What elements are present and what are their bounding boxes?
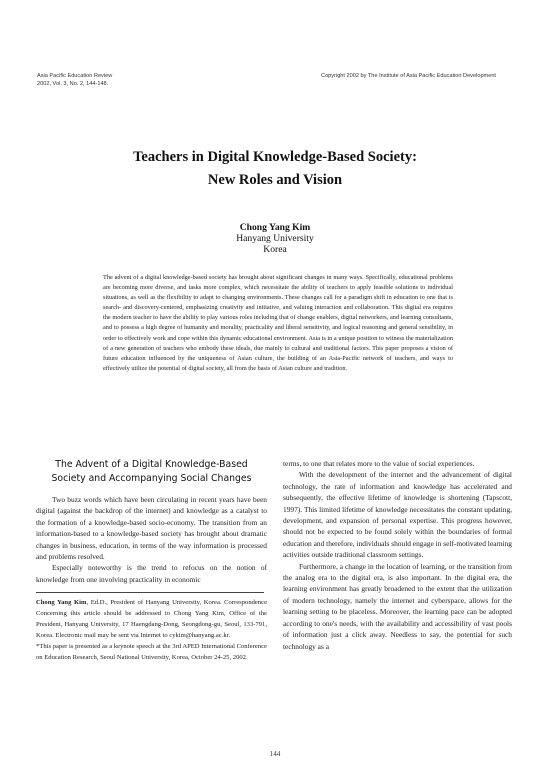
journal-volume: 2002, Vol. 3, No. 2, 144-148.: [37, 81, 109, 87]
right-column: [283, 458, 512, 652]
body-paragraph: With the development of the internet and the advancement of digital technology, the rate of information and knowledge has accelerated and subsequently, the effective lifetime of knowledge is shortening (Tapscott, 1997). This limited lifetime of knowledge necessitates the constant updating, development, and expansion of personal expertise. This progress however, should not be expected to be found solely within the boundaries of formal education and therefore, individuals should engage in self-motivated learning activities outside traditional classroom settings.: [283, 470, 512, 560]
body-paragraph: terms, to one that relates more to the value of social experiences.: [283, 459, 475, 468]
section-heading: [36, 458, 267, 486]
body-paragraph: Furthermore, a change in the location of learning, or the transition from the analog era to the digital era, is also important. In the digital era, the learning environment has greatly broadened to the extent that the utilization of modern technology, namely the internet and cyberspace, allows for the learning setting to be placeless. Moreover, the learning pace can be adopted according to one's needs, with the availability and accessibility of vast pools of information just a click away. Needless to say, the potential for such technology as a: [283, 561, 512, 651]
section-heading-line-2: Society and Accompanying Social Changes: [51, 473, 252, 484]
left-column: [36, 458, 267, 585]
abstract: The advent of a digital knowledge-based society has brought about significant changes in many ways. Specifically, educational problems are becoming more diverse, and tasks more complex, which necessitate the ability of teachers to apply feasible solutions to individual situations, as well as the flexibility to adapt to changing environments. These changes call for a paradigm shift in education to one that is search- and discovery-centered, emphasizing creativity and initiative, and valuing interaction and collaboration. This digital era requires the modern teacher to have the ability to play various roles including that of change enablers, digital networkers, and learning consultants, and to possess a high degree of humanity and morality, practicality and liberal sensitivity, and logical reasoning and general sensibility, in order to effectively work and cope within this dynamic educational environment. Asia is in a unique position to witness the materialization of a new generation of teachers who embody these ideals, due mainly to cultural and traditional factors. This paper proposes a vision of future education influenced by the uniqueness of Asian culture, the building of an Asia-Pacific network of teachers, and ways to effectively utilize the potential of digital society, all from the basis of Asian culture and tradition.: [103, 274, 453, 372]
footnote-author-name: Chong Yang Kim: [36, 599, 87, 606]
footnote-text: , Ed.D., President of Hanyang University, Korea. Correspondence Concerning this article should be addressed to Chong Yang Kim, Office of the President, Hanyang University, 17 Haengdang-Dong, Seongdong-gu, Seoul, 133-791, Korea. Electronic mail may be sent via Internet to cykim@hanyang.ac.kr.: [36, 599, 267, 639]
paper-title-line-1: Teachers in Digital Knowledge-Based Society:: [133, 149, 417, 165]
footnote-divider: [36, 592, 264, 593]
section-heading-line-1: The Advent of a Digital Knowledge-Based: [55, 459, 248, 470]
author-affiliation: Hanyang University: [236, 233, 314, 244]
footnote: [36, 598, 267, 663]
journal-name: Asia Pacific Education Review: [37, 73, 113, 79]
body-paragraph: Especially noteworthy is the trend to refocus on the notion of knowledge from one involving practicality in economic: [36, 563, 267, 584]
copyright-notice: Copyright 2002 by The Institute of Asia Pacific Education Development: [321, 73, 496, 79]
page-number: 144: [269, 750, 281, 758]
paper-title-line-2: New Roles and Vision: [207, 172, 343, 188]
presentation-note: *This paper is presented as a keynote speech at the 3rd APED International Conference on Education Research, Seoul National University, Korea, October 24-25, 2002.: [36, 642, 267, 661]
author-country: Korea: [263, 244, 287, 255]
author-footnote: [36, 598, 267, 642]
running-header-left: [37, 72, 112, 88]
author-name: Chong Yang Kim: [239, 222, 311, 233]
body-paragraph: Two buzz words which have been circulating in recent years have been digital (against the backdrop of the internet) and knowledge as a catalyst to the formation of a knowledge-based socio-economy. The transition from an information-based to a knowledge-based society has brought about dramatic changes in business, education, in terms of the way information is processed and problems resolved.: [36, 495, 267, 562]
